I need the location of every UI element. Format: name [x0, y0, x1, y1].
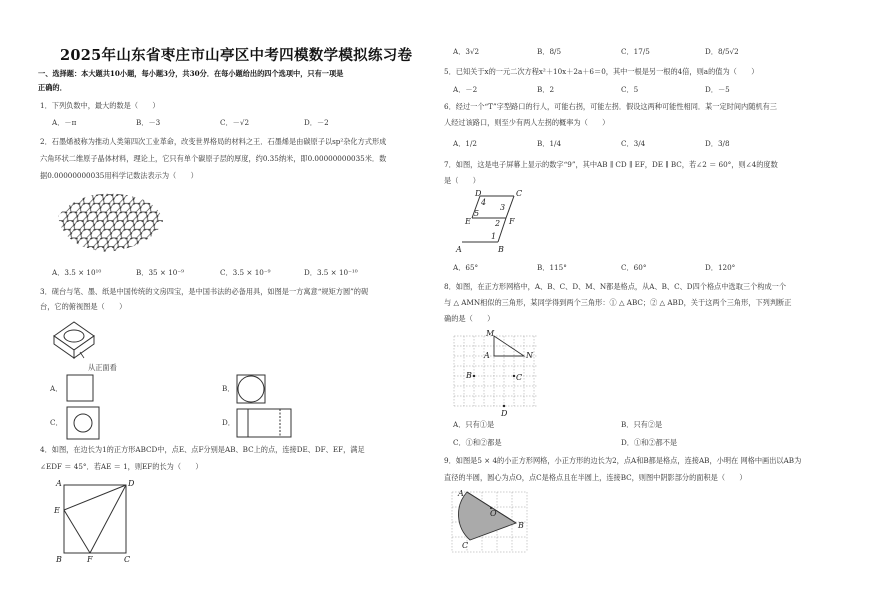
q4-label-d: D	[128, 479, 135, 488]
q5-option-a[interactable]: A．－2	[453, 85, 478, 94]
q7-label-a: A	[456, 245, 462, 254]
q6-stem-line1: 6．经过一个“T”字型路口的行人，可能右拐，可能左拐．假设这两种可能性相同．某一定时间内随机有三	[444, 102, 777, 111]
q4-label-f: F	[87, 555, 93, 564]
q1-option-b[interactable]: B．－3	[136, 118, 161, 127]
q3-option-a-figure	[66, 374, 94, 402]
q1-option-c[interactable]: C．－√2	[220, 118, 250, 127]
q7-label-f: F	[509, 217, 515, 226]
q3-option-d-figure	[236, 408, 292, 438]
q9-semicircle-figure	[450, 488, 540, 554]
q2-stem-line2: 六角环状二维原子晶体材料，理论上，它只有单个碳原子层的厚度，约0.35纳米，即0.00000000035米．数	[40, 154, 387, 163]
q5-stem: 5．已知关于x的一元二次方程x²＋10x＋2a＋6＝0，其中一根是另一根的4倍，则a的值为（ ）	[444, 67, 759, 76]
q2-stem-line1: 2．石墨烯被称为推动人类第四次工业革命，改变世界格局的材料之王．石墨烯是由碳原子以sp²杂化方式形成	[40, 137, 387, 146]
q7-label-e: E	[465, 217, 471, 226]
q9-label-b: B	[518, 521, 524, 530]
q8-label-a: A	[484, 351, 490, 360]
q8-grid-figure	[452, 328, 544, 418]
q9-label-o: O	[490, 509, 497, 518]
q4-option-a[interactable]: A．3√2	[453, 47, 480, 56]
q1-stem: 1．下列负数中，最大的数是（ ）	[40, 101, 160, 110]
q8-label-c: C	[516, 373, 523, 382]
q9-label-a: A	[458, 489, 464, 498]
q5-option-c[interactable]: C．5	[621, 85, 639, 94]
q8-stem-line3: 确的是（ ）	[444, 314, 495, 323]
q3-option-b[interactable]: B．	[222, 384, 235, 393]
q9-label-c: C	[462, 541, 469, 550]
q4-stem-line1: 4．如图，在边长为1的正方形ABCD中，点E、点F分别是AB、BC上的点，连接DE、DF、EF，满足	[40, 445, 365, 454]
q7-label-c: C	[516, 189, 523, 198]
graphene-lattice-image	[48, 186, 168, 256]
q7-stem-line1: 7．如图，这是电子屏幕上显示的数字“9”，其中AB ∥ CD ∥ EF，DE ∥ BC，若∠2 ＝ 60°，则∠4的度数	[444, 160, 778, 169]
inkstone-3d-figure	[50, 318, 110, 368]
q2-option-a[interactable]: A．3.5 × 10¹⁰	[52, 268, 102, 277]
q4-label-c: C	[124, 555, 131, 564]
q7-option-c[interactable]: C．60°	[621, 263, 647, 272]
q8-label-n: N	[526, 351, 533, 360]
page-title: 2025年山东省枣庄市山亭区中考四模数学模拟练习卷	[60, 47, 413, 64]
q7-label-2: 2	[495, 219, 501, 228]
q7-label-1: 1	[491, 232, 497, 241]
q3-option-a[interactable]: A．	[50, 384, 63, 393]
section-heading: 一、选择题：本大题共10小题，每小题3分，共30分．在每小题给出的四个选项中，只有一项是	[38, 69, 344, 78]
q7-option-a[interactable]: A．65°	[453, 263, 479, 272]
q1-option-d[interactable]: D．－2	[304, 118, 329, 127]
q4-square-figure	[50, 478, 140, 568]
q6-option-d[interactable]: D．3/8	[705, 139, 730, 148]
q7-label-d: D	[475, 189, 482, 198]
q8-option-d[interactable]: D．①和②都不是	[621, 438, 678, 447]
q9-stem-line1: 9．如图是5 × 4的小正方形网格，小正方形的边长为2，点A和B都是格点，连接AB，小明在 网格中画出以AB为	[444, 456, 802, 465]
q2-option-d[interactable]: D．3.5 × 10⁻¹⁰	[304, 268, 358, 277]
q8-option-a[interactable]: A．只有①是	[453, 420, 495, 429]
q6-option-b[interactable]: B．1/4	[537, 139, 562, 148]
q5-option-d[interactable]: D．－5	[705, 85, 730, 94]
q3-option-c[interactable]: C．	[50, 418, 63, 427]
q2-option-b[interactable]: B．35 × 10⁻⁹	[136, 268, 185, 277]
q4-option-d[interactable]: D．8/5√2	[705, 47, 739, 56]
q8-label-d: D	[501, 409, 508, 418]
q7-digit-nine-figure	[450, 188, 530, 258]
q7-label-5: 5	[474, 209, 480, 218]
q6-stem-line2: 人经过该路口，则至少有两人左拐的概率为（ ）	[444, 118, 610, 127]
q7-option-b[interactable]: B．115°	[537, 263, 567, 272]
q3-option-c-figure	[66, 406, 100, 440]
q4-option-c[interactable]: C．17/5	[621, 47, 650, 56]
q8-stem-line1: 8．如图，在正方形网格中，A、B、C、D、M、N都是格点，从A、B、C、D四个格点中选取三个构成一个	[444, 282, 787, 291]
q8-option-b[interactable]: B．只有②是	[621, 420, 663, 429]
q8-option-c[interactable]: C．①和②都是	[453, 438, 502, 447]
q6-option-c[interactable]: C．3/4	[621, 139, 646, 148]
q4-label-e: E	[54, 506, 60, 515]
q3-stem-line2: 台，它的俯视图是（ ）	[40, 302, 127, 311]
section-heading-cont: 正确的．	[38, 83, 67, 92]
q3-option-b-figure	[236, 374, 266, 404]
q9-stem-line2: 直径的半圆，圆心为点O，点C是格点且在半圆上，连接BC，则图中阴影部分的面积是（ ）	[444, 473, 747, 482]
q8-label-m: M	[486, 329, 495, 338]
q2-option-c[interactable]: C．3.5 × 10⁻⁹	[220, 268, 271, 277]
q4-stem-line2: ∠EDF ＝ 45°．若AE ＝ 1，则EF的长为（ ）	[40, 462, 203, 471]
q7-label-b: B	[498, 245, 504, 254]
q3-stem-line1: 3．砚台与笔、墨、纸是中国传统的文房四宝，是中国书法的必备用具，如图是一方寓意“规矩方圆”的砚	[40, 287, 369, 296]
front-view-label: 从正面看	[88, 363, 117, 372]
q2-stem-line3: 据0.00000000035用科学记数法表示为（ ）	[40, 171, 198, 180]
q5-option-b[interactable]: B．2	[537, 85, 555, 94]
q4-label-b: B	[56, 555, 62, 564]
q7-option-d[interactable]: D．120°	[705, 263, 736, 272]
q7-label-4: 4	[481, 198, 487, 207]
q4-option-b[interactable]: B．8/5	[537, 47, 562, 56]
q1-option-a[interactable]: A．－π	[52, 118, 77, 127]
q6-option-a[interactable]: A．1/2	[453, 139, 477, 148]
q8-stem-line2: 与 △ AMN相似的三角形，某同学得到两个三角形：① △ ABC；② △ ABD，关于这两个三角形，下列判断正	[444, 298, 792, 307]
q4-label-a: A	[56, 479, 62, 488]
q7-label-3: 3	[500, 203, 506, 212]
q8-label-b: B	[466, 371, 472, 380]
q7-stem-line2: 是（ ）	[444, 176, 480, 185]
q3-option-d[interactable]: D．	[222, 418, 235, 427]
